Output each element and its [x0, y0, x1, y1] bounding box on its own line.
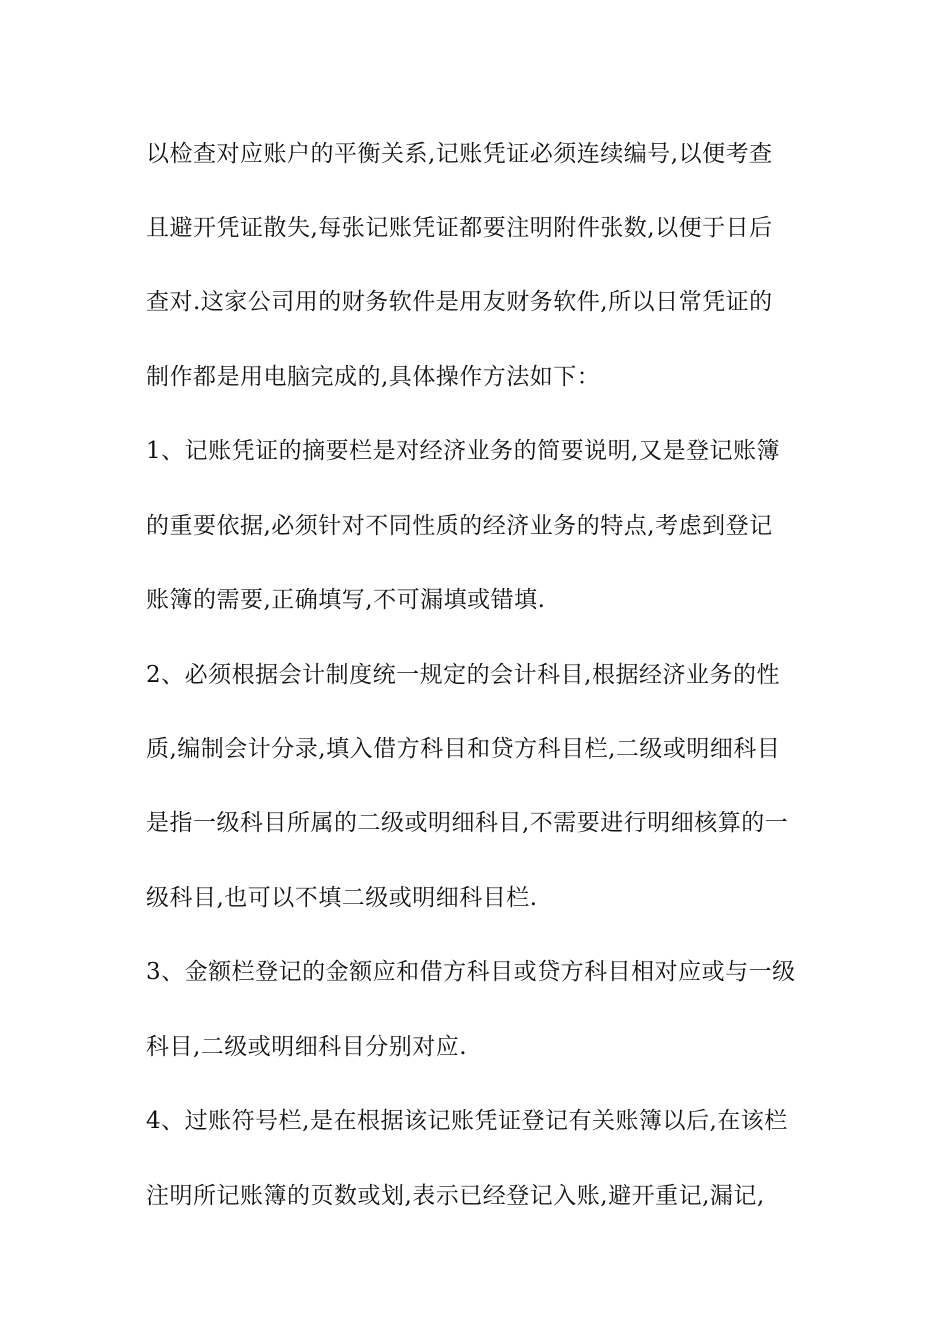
- text-line: 是指一级科目所属的二级或明细科目,不需要进行明细核算的一: [146, 810, 789, 836]
- text-line: 2、必须根据会计制度统一规定的会计科目,根据经济业务的性: [146, 662, 780, 688]
- text-line: 以检查对应账户的平衡关系,记账凭证必须连续编号,以便考查: [146, 141, 773, 167]
- text-line: 质,编制会计分录,填入借方科目和贷方科目栏,二级或明细科目: [146, 736, 781, 762]
- text-line: 账簿的需要,正确填写,不可漏填或错填.: [146, 587, 546, 613]
- text-line: 的重要依据,必须针对不同性质的经济业务的特点,考虑到登记: [146, 513, 773, 539]
- text-line: 查对.这家公司用的财务软件是用友财务软件,所以日常凭证的: [146, 289, 773, 315]
- text-line: 3、金额栏登记的金额应和借方科目或贷方科目相对应或与一级: [146, 959, 796, 985]
- text-line: 且避开凭证散失,每张记账凭证都要注明附件张数,以便于日后: [146, 215, 773, 241]
- text-line: 科目,二级或明细科目分别对应.: [146, 1034, 468, 1060]
- text-line: 级科目,也可以不填二级或明细科目栏.: [146, 885, 538, 911]
- text-line: 4、过账符号栏,是在根据该记账凭证登记有关账簿以后,在该栏: [146, 1108, 788, 1134]
- text-line: 制作都是用电脑完成的,具体操作方法如下：: [146, 364, 601, 390]
- text-line: 注明所记账簿的页数或划,表示已经登记入账,避开重记,漏记,: [146, 1183, 765, 1209]
- text-line: 1、记账凭证的摘要栏是对经济业务的简要说明,又是登记账簿: [146, 438, 780, 464]
